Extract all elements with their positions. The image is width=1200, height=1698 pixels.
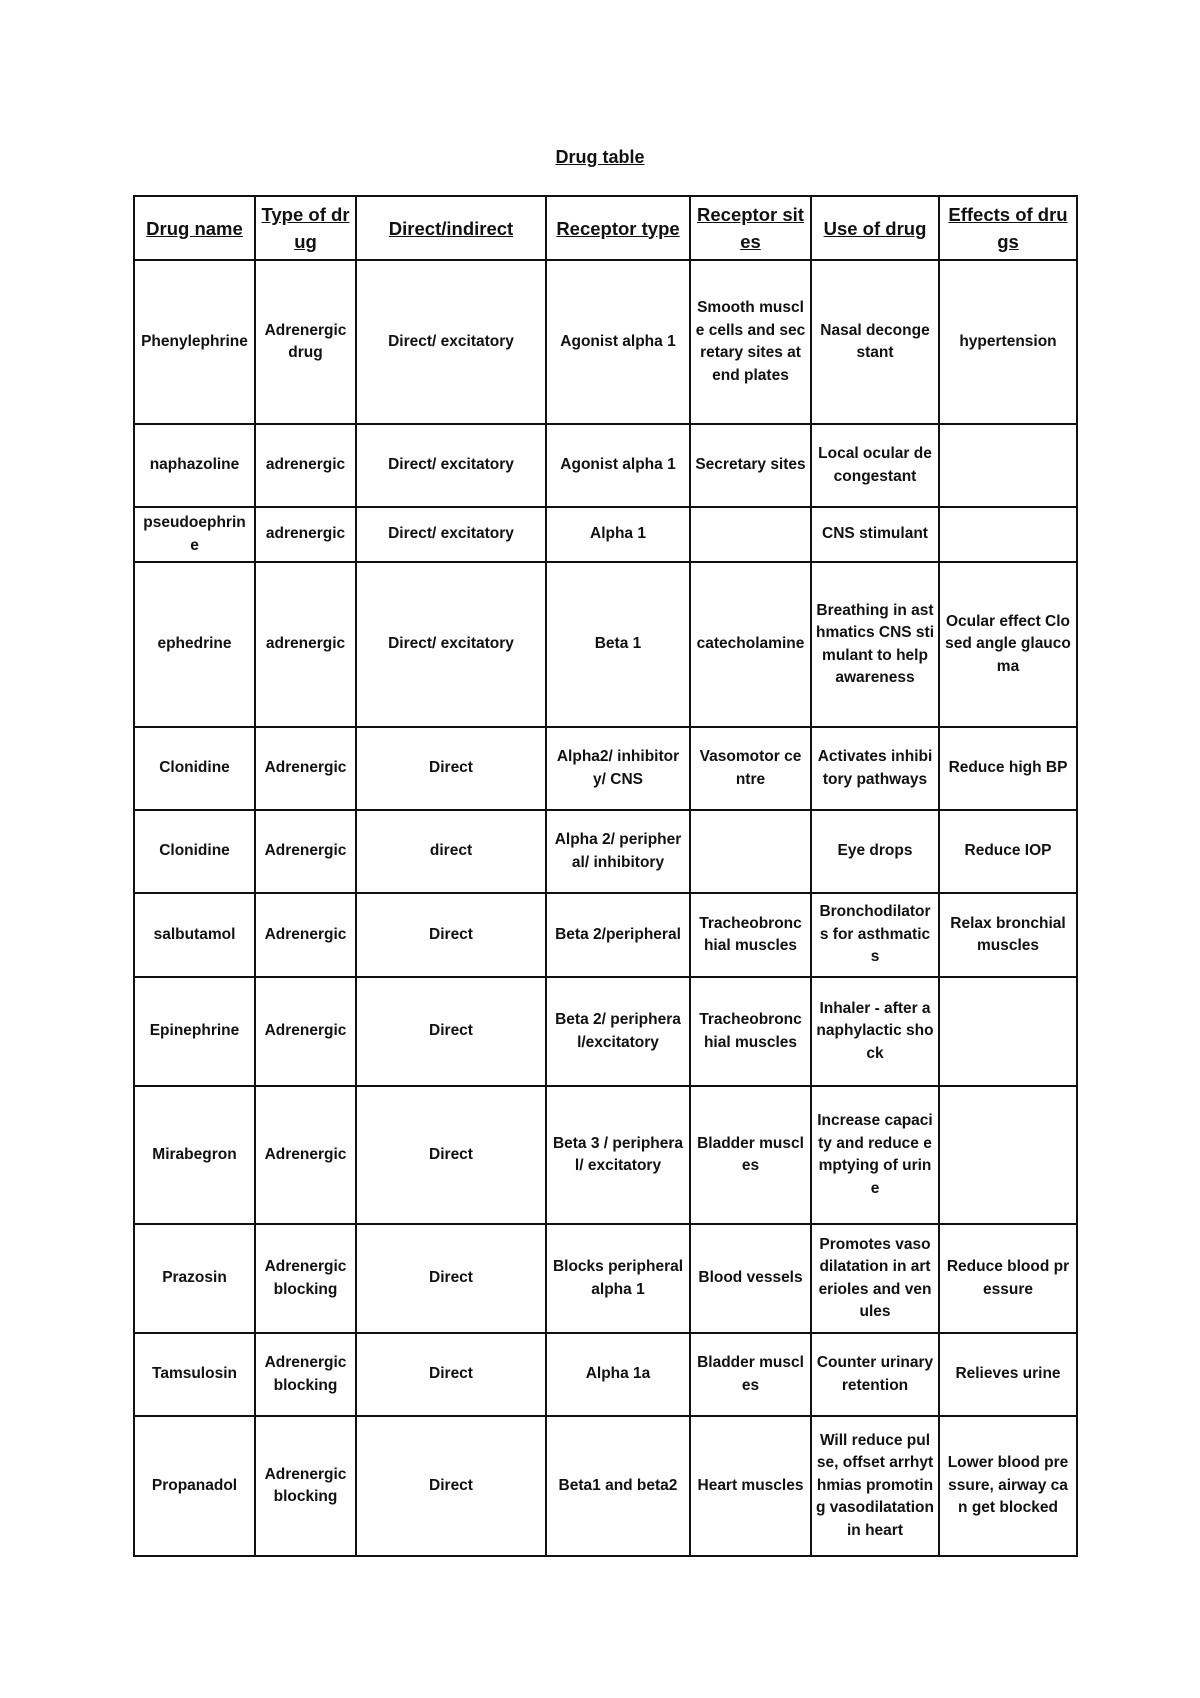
cell-drug-name: Mirabegron — [134, 1086, 255, 1224]
cell-receptor-sites: Tracheobronchial muscles — [690, 977, 811, 1086]
cell-direct-indirect: Direct — [356, 727, 546, 810]
cell-receptor-sites: Vasomotor centre — [690, 727, 811, 810]
cell-receptor-sites: Blood vessels — [690, 1224, 811, 1333]
cell-effects-of-drugs: Reduce IOP — [939, 810, 1077, 893]
header-type-of-drug: Type of drug — [255, 196, 356, 260]
cell-direct-indirect: Direct/ excitatory — [356, 260, 546, 424]
cell-effects-of-drugs: hypertension — [939, 260, 1077, 424]
cell-direct-indirect: Direct — [356, 1333, 546, 1416]
cell-receptor-sites — [690, 810, 811, 893]
cell-receptor-type: Beta 1 — [546, 562, 690, 727]
cell-direct-indirect: Direct — [356, 977, 546, 1086]
cell-direct-indirect: Direct/ excitatory — [356, 424, 546, 507]
cell-receptor-type: Alpha 2/ peripheral/ inhibitory — [546, 810, 690, 893]
cell-use-of-drug: Local ocular decongestant — [811, 424, 939, 507]
cell-drug-name: Clonidine — [134, 810, 255, 893]
cell-use-of-drug: Increase capacity and reduce emptying of urine — [811, 1086, 939, 1224]
cell-use-of-drug: Bronchodilators for asthmatics — [811, 893, 939, 977]
cell-receptor-type: Beta1 and beta2 — [546, 1416, 690, 1556]
cell-receptor-sites: catecholamine — [690, 562, 811, 727]
table-row — [134, 1333, 1077, 1416]
cell-receptor-sites: Bladder muscles — [690, 1086, 811, 1224]
header-direct-indirect: Direct/indirect — [356, 196, 546, 260]
cell-receptor-sites — [690, 507, 811, 562]
table-row — [134, 1416, 1077, 1556]
table-row — [134, 977, 1077, 1086]
table-row — [134, 1086, 1077, 1224]
cell-use-of-drug: Activates inhibitory pathways — [811, 727, 939, 810]
cell-type-of-drug: Adrenergic — [255, 810, 356, 893]
cell-use-of-drug: Will reduce pulse, offset arrhythmias promoting vasodilatation in heart — [811, 1416, 939, 1556]
cell-effects-of-drugs — [939, 1086, 1077, 1224]
cell-receptor-type: Blocks peripheral alpha 1 — [546, 1224, 690, 1333]
cell-receptor-type: Beta 2/ peripheral/excitatory — [546, 977, 690, 1086]
cell-receptor-sites: Smooth muscle cells and secretary sites at end plates — [690, 260, 811, 424]
cell-drug-name: Tamsulosin — [134, 1333, 255, 1416]
cell-use-of-drug: Promotes vasodilatation in arterioles and venules — [811, 1224, 939, 1333]
cell-type-of-drug: adrenergic — [255, 507, 356, 562]
cell-drug-name: pseudoephrine — [134, 507, 255, 562]
table-row — [134, 727, 1077, 810]
cell-receptor-sites: Bladder muscles — [690, 1333, 811, 1416]
cell-use-of-drug: Counter urinary retention — [811, 1333, 939, 1416]
cell-receptor-type: Alpha2/ inhibitory/ CNS — [546, 727, 690, 810]
cell-receptor-type: Agonist alpha 1 — [546, 424, 690, 507]
cell-drug-name: Phenylephrine — [134, 260, 255, 424]
cell-use-of-drug: CNS stimulant — [811, 507, 939, 562]
table-header-row — [134, 196, 1077, 260]
cell-type-of-drug: Adrenergic — [255, 727, 356, 810]
cell-type-of-drug: Adrenergic blocking — [255, 1416, 356, 1556]
page-title: Drug table — [555, 147, 645, 167]
cell-drug-name: Propanadol — [134, 1416, 255, 1556]
cell-receptor-type: Alpha 1 — [546, 507, 690, 562]
table-row — [134, 1224, 1077, 1333]
cell-use-of-drug: Eye drops — [811, 810, 939, 893]
header-effects-of-drugs: Effects of drugs — [939, 196, 1077, 260]
cell-type-of-drug: adrenergic — [255, 424, 356, 507]
cell-type-of-drug: Adrenergic — [255, 893, 356, 977]
cell-drug-name: Epinephrine — [134, 977, 255, 1086]
cell-direct-indirect: Direct — [356, 1224, 546, 1333]
header-receptor-type: Receptor type — [546, 196, 690, 260]
cell-effects-of-drugs: Relieves urine — [939, 1333, 1077, 1416]
cell-drug-name: salbutamol — [134, 893, 255, 977]
cell-effects-of-drugs — [939, 424, 1077, 507]
cell-type-of-drug: adrenergic — [255, 562, 356, 727]
cell-drug-name: naphazoline — [134, 424, 255, 507]
table-row — [134, 810, 1077, 893]
cell-receptor-sites: Heart muscles — [690, 1416, 811, 1556]
cell-direct-indirect: Direct — [356, 1086, 546, 1224]
cell-drug-name: Prazosin — [134, 1224, 255, 1333]
header-drug-name: Drug name — [134, 196, 255, 260]
table-row — [134, 260, 1077, 424]
table-row — [134, 507, 1077, 562]
header-use-of-drug: Use of drug — [811, 196, 939, 260]
cell-direct-indirect: Direct — [356, 893, 546, 977]
cell-receptor-type: Agonist alpha 1 — [546, 260, 690, 424]
table-row — [134, 893, 1077, 977]
cell-receptor-type: Beta 2/peripheral — [546, 893, 690, 977]
table-row — [134, 562, 1077, 727]
cell-type-of-drug: Adrenergic — [255, 977, 356, 1086]
cell-type-of-drug: Adrenergic blocking — [255, 1224, 356, 1333]
cell-effects-of-drugs: Reduce high BP — [939, 727, 1077, 810]
cell-receptor-type: Beta 3 / peripheral/ excitatory — [546, 1086, 690, 1224]
cell-effects-of-drugs — [939, 977, 1077, 1086]
cell-use-of-drug: Nasal decongestant — [811, 260, 939, 424]
drug-table — [133, 195, 1078, 1557]
cell-type-of-drug: Adrenergic drug — [255, 260, 356, 424]
cell-drug-name: ephedrine — [134, 562, 255, 727]
cell-receptor-type: Alpha 1a — [546, 1333, 690, 1416]
cell-direct-indirect: Direct — [356, 1416, 546, 1556]
cell-effects-of-drugs: Relax bronchial muscles — [939, 893, 1077, 977]
cell-direct-indirect: Direct/ excitatory — [356, 507, 546, 562]
table-row — [134, 424, 1077, 507]
cell-type-of-drug: Adrenergic — [255, 1086, 356, 1224]
cell-use-of-drug: Breathing in asthmatics CNS stimulant to help awareness — [811, 562, 939, 727]
cell-effects-of-drugs: Reduce blood pressure — [939, 1224, 1077, 1333]
cell-effects-of-drugs — [939, 507, 1077, 562]
cell-use-of-drug: Inhaler - after anaphylactic shock — [811, 977, 939, 1086]
cell-drug-name: Clonidine — [134, 727, 255, 810]
cell-type-of-drug: Adrenergic blocking — [255, 1333, 356, 1416]
cell-receptor-sites: Tracheobronchial muscles — [690, 893, 811, 977]
cell-effects-of-drugs: Lower blood pressure, airway can get blocked — [939, 1416, 1077, 1556]
cell-receptor-sites: Secretary sites — [690, 424, 811, 507]
cell-effects-of-drugs: Ocular effect Closed angle glaucoma — [939, 562, 1077, 727]
header-receptor-sites: Receptor sites — [690, 196, 811, 260]
cell-direct-indirect: direct — [356, 810, 546, 893]
cell-direct-indirect: Direct/ excitatory — [356, 562, 546, 727]
